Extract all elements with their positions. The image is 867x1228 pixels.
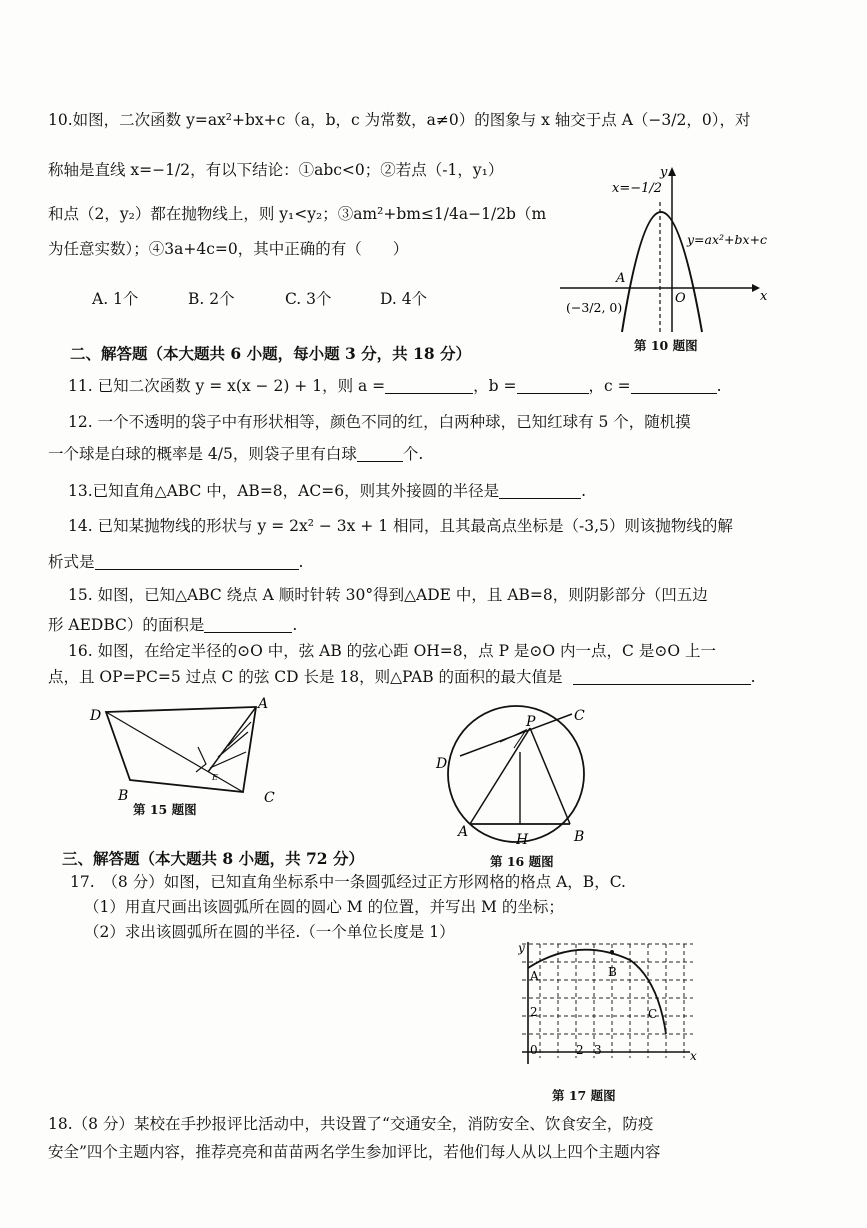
q10-line-2: 称轴是直线 x=−1/2，有以下结论：①abc<0；②若点（-1，y₁） bbox=[48, 161, 504, 179]
curve-label: y=ax²+bx+c bbox=[687, 232, 768, 247]
tick-y-2: 2 bbox=[530, 1005, 538, 1019]
tick-x-2: 2 bbox=[576, 1043, 584, 1057]
q16-end: . bbox=[750, 668, 756, 686]
tick-x-3: 3 bbox=[594, 1043, 602, 1057]
q11-stem: 11. 已知二次函数 y = x(x − 2) + 1，则 a = bbox=[68, 377, 386, 395]
point-a-label: A bbox=[616, 271, 626, 286]
q14-line-2 bbox=[48, 550, 303, 572]
figure-10-parabola bbox=[560, 162, 785, 340]
q10-option-c: C. 3个 bbox=[285, 290, 332, 308]
label-b: B bbox=[574, 829, 585, 845]
q15-stem: 形 AEDBC）的面积是 bbox=[48, 616, 205, 634]
q11-c-label: ，c = bbox=[588, 377, 631, 395]
q12-line-1: 12. 一个不透明的袋子中有形状相等，颜色不同的红，白两种球，已知红球有 5 个，随机摸 bbox=[68, 413, 691, 431]
q14-end: . bbox=[298, 553, 304, 571]
point-b-dot bbox=[610, 950, 614, 954]
q10-line-3: 和点（2，y₂）都在抛物线上，则 y₁<y₂；③am²+bm≤1/4a−1/2b（m bbox=[48, 205, 547, 223]
q10-line-1: 10.如图，二次函数 y=ax²+bx+c（a，b，c 为常数，a≠0）的图象与 x 轴交于点 A（−3/2，0），对 bbox=[48, 111, 751, 129]
figure-16-circle bbox=[430, 696, 605, 854]
segment-pa bbox=[470, 728, 530, 824]
point-a-coordinate: (−3/2, 0) bbox=[566, 300, 623, 315]
q17-line-1: 17. （8 分）如图，已知直角坐标系中一条圆弧经过正方形网格的格点 A，B，C. bbox=[70, 873, 626, 891]
label-c: C bbox=[574, 708, 585, 724]
q11-end: . bbox=[716, 377, 722, 395]
q15-blank bbox=[204, 617, 292, 634]
q12-line-2 bbox=[48, 442, 423, 464]
label-p: P bbox=[526, 714, 536, 730]
q18-line-2: 安全”四个主题内容，推荐亮亮和苗苗两名学生参加评比，若他们每人从以上四个主题内容 bbox=[48, 1143, 661, 1161]
section-2-heading: 二、解答题（本大题共 6 小题，每小题 3 分，共 18 分） bbox=[70, 344, 472, 363]
label-a: A bbox=[258, 696, 269, 712]
label-a: A bbox=[458, 824, 469, 840]
q13 bbox=[68, 479, 586, 501]
q17-line-3: （2）求出该圆弧所在圆的半径.（一个单位长度是 1） bbox=[84, 923, 455, 941]
label-b: B bbox=[608, 965, 617, 979]
origin-label: 0 bbox=[530, 1043, 538, 1057]
figure-17-grid-arc bbox=[518, 940, 703, 1070]
shade-line-3 bbox=[228, 722, 251, 746]
q10-line-4: 为任意实数）；④3a+4c=0，其中正确的有（ ） bbox=[48, 240, 409, 258]
q10-option-b: B. 2个 bbox=[188, 290, 235, 308]
q16-line-2 bbox=[48, 665, 756, 687]
pentagon-outline bbox=[106, 707, 256, 792]
label-e: E bbox=[212, 773, 218, 782]
q12-end: 个. bbox=[402, 445, 424, 463]
q14-blank bbox=[95, 554, 299, 571]
label-d: D bbox=[436, 756, 448, 772]
y-axis-label: y bbox=[518, 941, 525, 955]
q13-stem: 13.已知直角△ABC 中，AB=8，AC=6，则其外接圆的半径是 bbox=[68, 482, 500, 500]
segment-pb bbox=[530, 728, 570, 824]
q14-stem: 析式是 bbox=[48, 553, 95, 571]
figure-10-caption: 第 10 题图 bbox=[634, 338, 698, 353]
q15-line-1: 15. 如图，已知△ABC 绕点 A 顺时针转 30°得到△ADE 中，且 AB=8，则阴影部分（凹五边 bbox=[68, 586, 708, 604]
q11-blank-c bbox=[631, 378, 717, 395]
circle-o bbox=[448, 706, 584, 842]
q13-end: . bbox=[581, 482, 587, 500]
y-axis-label: y bbox=[660, 165, 668, 180]
origin-label: O bbox=[675, 291, 686, 306]
q11 bbox=[68, 374, 722, 396]
label-b: B bbox=[118, 788, 129, 804]
q15-line-2 bbox=[48, 613, 297, 635]
segment-a-e bbox=[208, 707, 256, 772]
label-c: C bbox=[264, 790, 275, 806]
label-a: A bbox=[530, 969, 539, 983]
q16-blank bbox=[573, 669, 751, 686]
y-axis-arrow-icon bbox=[668, 167, 676, 176]
q14-line-1: 14. 已知某抛物线的形状与 y = 2x² − 3x + 1 相同，且其最高点坐标是（-3,5）则该抛物线的解 bbox=[68, 517, 733, 535]
grid-lines bbox=[522, 944, 693, 1058]
label-h: H bbox=[516, 832, 529, 848]
x-axis-arrow-icon bbox=[752, 284, 760, 292]
q11-b-label: ，b = bbox=[473, 377, 517, 395]
q12-stem: 一个球是白球的概率是 4/5，则袋子里有白球 bbox=[48, 445, 357, 463]
figure-16-caption: 第 16 题图 bbox=[490, 854, 554, 869]
symmetry-axis-label: x=−1/2 bbox=[612, 181, 663, 196]
label-c: C bbox=[648, 1007, 658, 1021]
label-d: D bbox=[90, 708, 102, 724]
q18-line-1: 18.（8 分）某校在手抄报评比活动中，共设置了“交通安全，消防安全、饮食安全，防疫 bbox=[48, 1115, 654, 1133]
figure-15-caption: 第 15 题图 bbox=[133, 802, 197, 817]
q10-option-a: A. 1个 bbox=[92, 290, 139, 308]
q16-stem: 点，且 OP=PC=5 过点 C 的弦 CD 长是 18，则△PAB 的面积的最大值是 bbox=[48, 668, 563, 686]
q16-line-1: 16. 如图，在给定半径的⊙O 中，弦 AB 的弦心距 OH=8，点 P 是⊙O 内一点，C 是⊙O 上一 bbox=[68, 642, 716, 660]
q10-option-d: D. 4个 bbox=[380, 290, 428, 308]
shade-line-2 bbox=[210, 752, 246, 768]
parabola-curve bbox=[622, 212, 702, 332]
q15-end: . bbox=[292, 616, 298, 634]
figure-17-caption: 第 17 题图 bbox=[552, 1088, 616, 1103]
q11-blank-b bbox=[517, 378, 589, 395]
q13-blank bbox=[499, 483, 581, 500]
angle-mark bbox=[196, 747, 206, 772]
q11-blank-a bbox=[385, 378, 473, 395]
arc bbox=[528, 950, 666, 1034]
q12-blank bbox=[357, 446, 403, 463]
section-3-heading: 三、解答题（本大题共 8 小题，共 72 分） bbox=[62, 849, 364, 868]
q17-line-2: （1）用直尺画出该圆弧所在圆的圆心 M 的位置，并写出 M 的坐标； bbox=[84, 898, 564, 916]
figure-15-rotated-triangles bbox=[88, 692, 288, 812]
x-axis-label: x bbox=[690, 1049, 697, 1063]
x-axis-label: x bbox=[760, 289, 768, 304]
